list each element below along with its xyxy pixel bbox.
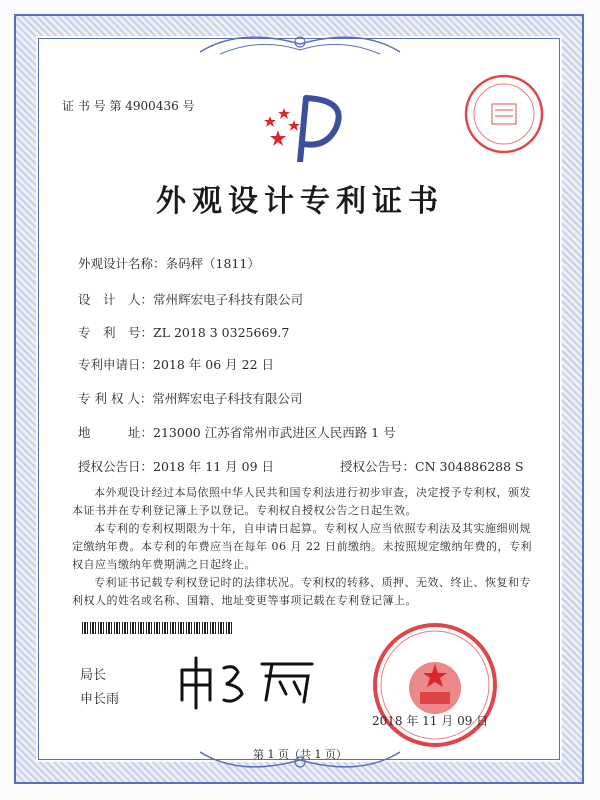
- certificate-number-value: 4900436: [125, 99, 179, 113]
- grant-date-label: 授权公告日：: [78, 459, 154, 474]
- certificate-number: [62, 97, 195, 114]
- address-label: 地 址：: [78, 425, 154, 440]
- grant-date-row: [78, 457, 274, 475]
- top-ornament: [190, 22, 410, 62]
- seal-date: 2018 年 11 月 09 日: [372, 714, 489, 728]
- application-date-row: [78, 355, 274, 373]
- patentee-label: 专 利 权 人：: [78, 391, 153, 406]
- paragraph-legal-status: 专利证书记载专利权登记时的法律状况。专利权的转移、质押、无效、终止、恢复和专利权人的姓名或名称、国籍、地址变更等事项记载在专利登记簿上。: [72, 576, 531, 607]
- paragraph-grant: 本外观设计经过本局依照中华人民共和国专利法进行初步审查，决定授予专利权，颁发本证书并在专利登记簿上予以登记。专利权自授权公告之日起生效。: [72, 486, 531, 517]
- designer-label: 设 计 人：: [78, 292, 154, 307]
- director-name: 申长雨: [80, 692, 120, 707]
- certificate-number-label: 证 书 号 第: [62, 99, 122, 113]
- grant-date-value: 2018 年 11 月 09 日: [153, 459, 275, 474]
- address-row: [78, 423, 396, 441]
- application-date-label: 专利申请日：: [78, 357, 154, 372]
- application-date-value: 2018 年 06 月 22 日: [153, 357, 275, 372]
- registration-seal-icon: [462, 72, 546, 156]
- certificate-number-suffix: 号: [182, 99, 195, 113]
- director-title: 局长: [80, 668, 107, 683]
- official-seal-icon: [370, 620, 500, 750]
- address-value: 213000 江苏省常州市武进区人民西路 1 号: [153, 425, 396, 440]
- designer-value: 常州辉宏电子科技有限公司: [153, 292, 304, 307]
- patentee-value: 常州辉宏电子科技有限公司: [152, 391, 303, 406]
- paragraph-term: 本专利的专利权期限为十年，自申请日起算。专利权人应当依照专利法及其实施细则规定缴纳年费。本专利的年费应当在每年 06 月 22 日前缴纳。未按照规定缴纳年费的，专利权自应当缴纳年费期满之日起终止。: [72, 522, 532, 571]
- page-title: 外观设计专利证书: [156, 184, 444, 219]
- design-name-value: 条码秤（1811）: [165, 256, 260, 271]
- barcode: [82, 622, 234, 634]
- cnipa-logo-icon: [248, 90, 353, 170]
- patent-number-row: [78, 323, 289, 341]
- patentee-row: [78, 389, 302, 407]
- grant-number-value: CN 304886288 S: [415, 459, 524, 474]
- grant-number-label: 授权公告号：: [340, 459, 416, 474]
- design-name-label: 外观设计名称：: [78, 256, 166, 271]
- patent-number-label: 专 利 号：: [78, 325, 154, 340]
- designer-row: [78, 290, 303, 308]
- design-name-row: [78, 254, 260, 272]
- page-footer: 第 1 页（共 1 页）: [253, 748, 347, 761]
- grant-number-row: [340, 457, 524, 475]
- director-signature: [172, 650, 322, 710]
- patent-number-value: ZL 2018 3 0325669.7: [153, 325, 290, 340]
